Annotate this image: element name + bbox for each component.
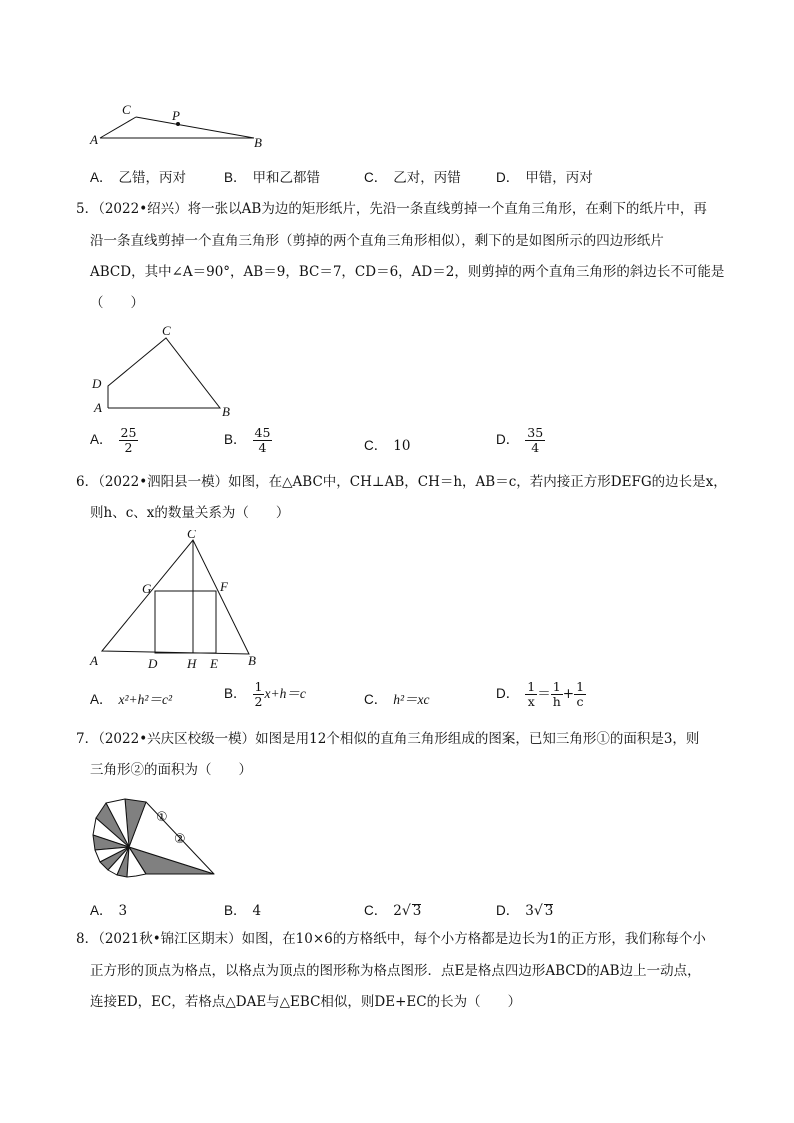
q4-label-a: A (90, 132, 98, 147)
q7-stem-line1: 7．（2022•兴庆区校级一模）如图是用12个相似的直角三角形组成的图案，已知三角形①的面积是3，则 (76, 731, 700, 747)
q7-stem-line2: 三角形②的面积为（ ） (90, 762, 252, 778)
q4-label-p: P (172, 108, 180, 123)
q6-figure (86, 530, 266, 674)
q4-option-d[interactable]: D． 甲错，丙对 (496, 170, 593, 186)
q5-figure (86, 322, 246, 418)
q5-label-a: A (94, 400, 102, 415)
q8-stem-line1: 8．（2021秋•锦江区期末）如图，在10×6的方格纸中，每个小方格都是边长为1的正方形，我们称每个小 (76, 931, 706, 947)
q5-stem-line3: ABCD，其中∠A＝90°，AB＝9，BC＝7，CD＝6，AD＝2，则剪掉的两个直角三角形的斜边长不可能是 (90, 264, 725, 280)
q7-option-c[interactable]: C． 2√ 3 (364, 903, 422, 919)
q8-stem-line3: 连接ED，EC，若格点△DAE与△EBC相似，则DE+EC的长为（ ） (90, 994, 522, 1010)
q4-figure (88, 100, 278, 152)
q6-label-g: G (142, 581, 152, 596)
q4-label-c: C (122, 102, 131, 117)
q5-option-d[interactable]: D． $\frac{35}{4}$ (496, 425, 544, 455)
q6-label-c: C (187, 530, 196, 541)
q6-label-b: B (248, 653, 256, 668)
q5-stem-line2: 沿一条直线剪掉一个直角三角形（剪掉的两个直角三角形相似），剩下的是如图所示的四边形纸片 (90, 233, 664, 249)
q5-option-b[interactable]: B． $\frac{45}{4}$ (224, 425, 271, 455)
q7-label-one: ① (156, 810, 168, 825)
q6-label-a: A (90, 653, 98, 668)
q6-option-a[interactable]: A． x²+h²＝c² (90, 692, 173, 707)
q6-label-f: F (220, 579, 228, 594)
q6-option-c[interactable]: C． h²＝xc (364, 692, 430, 707)
q5-stem-line1: 5．（2022•绍兴）将一张以AB为边的矩形纸片，先沿一条直线剪掉一个直角三角形，在剩下的纸片中，再 (76, 201, 707, 217)
q8-stem-line2: 正方形的顶点为格点，以格点为顶点的图形称为格点图形．点E是格点四边形ABCD的AB边上一动点， (90, 963, 701, 979)
q7-option-d[interactable]: D． 3√ 3 (496, 903, 554, 919)
q7-option-b[interactable]: B． 4 (224, 903, 262, 919)
q5-label-b: B (222, 404, 230, 418)
q7-option-a[interactable]: A． 3 (90, 903, 128, 919)
q6-label-e: E (210, 656, 218, 671)
q5-stem-line4: （ ） (90, 295, 144, 311)
q5-option-a[interactable]: A． $\frac{25}{2}$ (90, 425, 137, 455)
q5-label-c: C (162, 323, 171, 338)
q6-label-d: D (148, 656, 158, 671)
q7-figure (90, 790, 220, 882)
q4-option-a[interactable]: A． 乙错，丙对 (90, 170, 187, 186)
q6-label-h: H (187, 656, 197, 671)
q6-stem-line2: 则h、c、x的数量关系为（ ） (90, 505, 290, 521)
q5-option-c[interactable]: C． 10 (364, 438, 411, 454)
q7-label-two: ② (174, 832, 186, 847)
q5-label-d: D (92, 376, 102, 391)
q4-option-c[interactable]: C． 乙对，丙错 (364, 170, 461, 186)
q4-option-b[interactable]: B． 甲和乙都错 (224, 170, 321, 186)
q4-label-b: B (254, 135, 262, 150)
q6-option-b[interactable]: B． $\frac{1}{2}$ x+h＝c (224, 679, 306, 709)
q6-stem-line1: 6．（2022•泗阳县一模）如图，在△ABC中，CH⊥AB，CH＝h，AB＝c，若内接正方形DEFG的边长是x， (76, 474, 727, 490)
q6-option-d[interactable]: D． $\frac{1}{x}$ ＝ $\frac{1}{h}$ + $\frac{1}{c}$ (496, 679, 585, 709)
